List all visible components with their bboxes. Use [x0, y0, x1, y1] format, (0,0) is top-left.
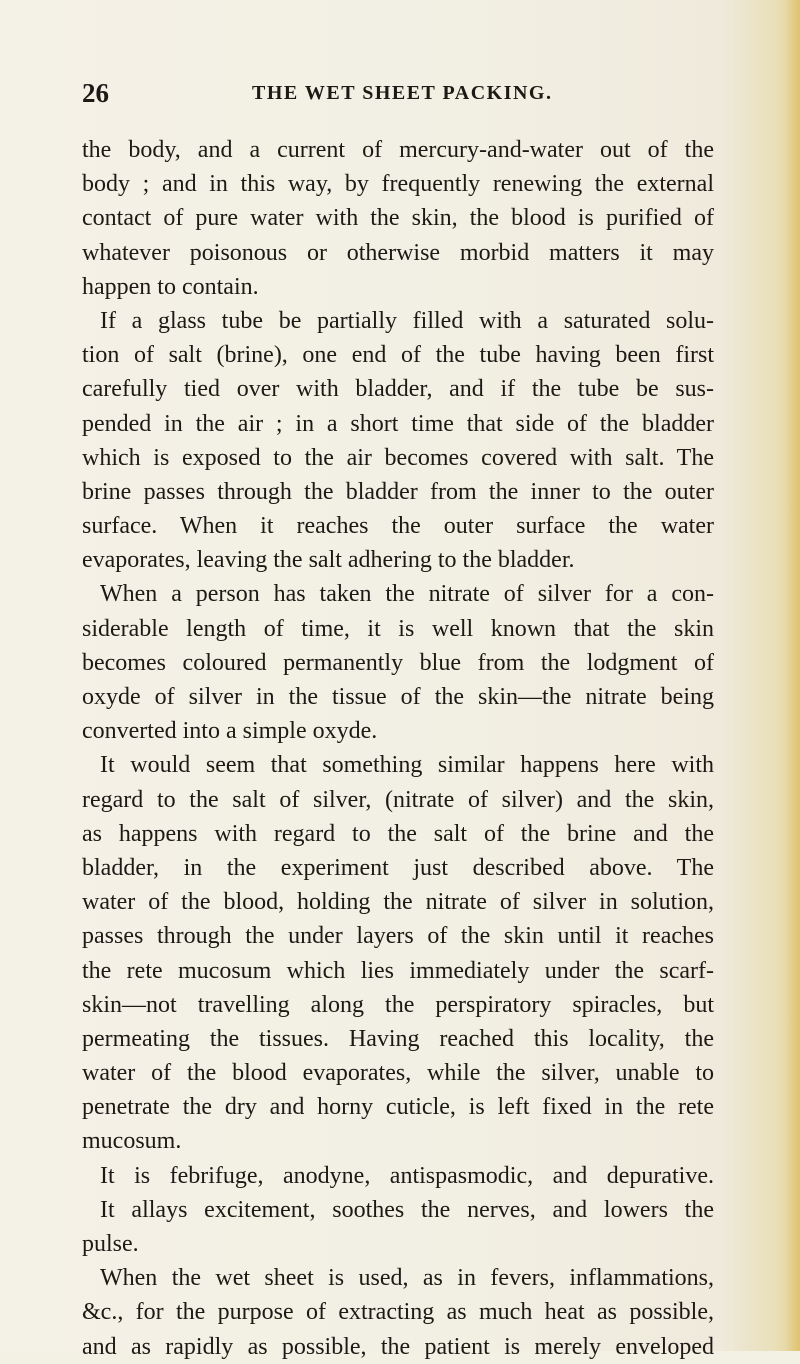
- text-line: happen to contain.: [82, 273, 259, 300]
- body-text: [82, 133, 714, 1364]
- text-line: carefully tied over with bladder, and if the tube be sus-: [82, 376, 714, 403]
- text-line: the body, and a current of mercury-and-water out of the: [82, 137, 714, 163]
- text-line: &c., for the purpose of extracting as much heat as possible,: [82, 1299, 714, 1326]
- text-line: regard to the salt of silver, (nitrate of silver) and the skin,: [82, 786, 714, 813]
- text-line: It allays excitement, soothes the nerves, and lowers the: [100, 1196, 714, 1223]
- text-line: mucosum.: [82, 1128, 182, 1155]
- text-line: the rete mucosum which lies immediately under the scarf-: [82, 957, 714, 984]
- text-line: pulse.: [82, 1231, 139, 1257]
- text-line: converted into a simple oxyde.: [82, 718, 378, 745]
- text-line: water of the blood evaporates, while the silver, unable to: [82, 1060, 714, 1087]
- text-line: penetrate the dry and horny cuticle, is left fixed in the rete: [82, 1094, 714, 1121]
- page-edge-shadow: [786, 0, 800, 1351]
- text-line: becomes coloured permanently blue from the lodgment of: [82, 649, 714, 676]
- page-number: 26: [82, 78, 109, 108]
- text-line: body ; and in this way, by frequently renewing the external: [82, 171, 714, 198]
- text-line: contact of pure water with the skin, the blood is purified of: [82, 205, 714, 232]
- text-line: surface. When it reaches the outer surface the water: [82, 513, 714, 540]
- text-line: permeating the tissues. Having reached this locality, the: [82, 1025, 714, 1052]
- text-line: evaporates, leaving the salt adhering to the bladder.: [82, 547, 575, 574]
- text-line: It would seem that something similar happens here with: [100, 752, 714, 779]
- text-line: water of the blood, holding the nitrate of silver in solution,: [82, 889, 714, 916]
- text-line: If a glass tube be partially filled with a saturated solu-: [100, 307, 714, 334]
- text-line: When the wet sheet is used, as in fevers, inflammations,: [100, 1265, 714, 1292]
- text-line: When a person has taken the nitrate of silver for a con-: [100, 581, 714, 608]
- text-line: pended in the air ; in a short time that side of the bladder: [82, 410, 714, 437]
- text-line: as happens with regard to the salt of the brine and the: [82, 820, 714, 847]
- text-line: which is exposed to the air becomes covered with salt. The: [82, 444, 714, 471]
- text-line: siderable length of time, it is well known that the skin: [82, 615, 714, 642]
- text-line: whatever poisonous or otherwise morbid matters it may: [82, 239, 714, 266]
- text-line: and as rapidly as possible, the patient is merely enveloped: [82, 1333, 714, 1360]
- running-head: THE WET SHEET PACKING.: [252, 82, 553, 104]
- text-line: tion of salt (brine), one end of the tube having been first: [82, 342, 714, 369]
- page-header: [82, 78, 712, 114]
- text-line: bladder, in the experiment just described above. The: [82, 854, 714, 881]
- text-line: oxyde of silver in the tissue of the skin—the nitrate being: [82, 684, 714, 710]
- text-line: It is febrifuge, anodyne, antispasmodic, and depurative.: [100, 1162, 714, 1189]
- text-line: skin—not travelling along the perspiratory spiracles, but: [82, 991, 714, 1018]
- text-line: passes through the under layers of the skin until it reaches: [82, 923, 714, 950]
- text-line: brine passes through the bladder from the inner to the outer: [82, 478, 714, 505]
